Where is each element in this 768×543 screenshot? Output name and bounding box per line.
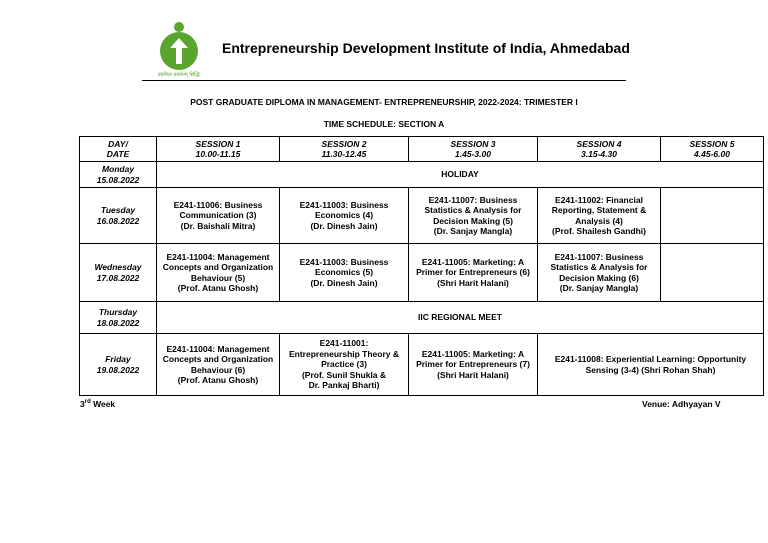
- session-4-header: SESSION 4 3.15-4.30: [538, 137, 661, 162]
- session-cell: E241-11003: Business Economics (5) (Dr. Dinesh Jain): [280, 244, 409, 302]
- timetable: [79, 136, 764, 396]
- day-cell: Friday 19.08.2022: [80, 334, 157, 396]
- session-cell-merged: E241-11008: Experiential Learning: Opportunity Sensing (3-4) (Shri Rohan Shah): [538, 334, 764, 396]
- week-label: 3rd Week: [80, 399, 116, 409]
- session-cell: E241-11005: Marketing: A Primer for Entrepreneurs (7) (Shri Harit Halani): [409, 334, 538, 396]
- table-row: [80, 302, 764, 334]
- institute-name: Entrepreneurship Development Institute of India, Ahmedabad: [222, 40, 630, 56]
- session-3-header: SESSION 3 1.45-3.00: [409, 137, 538, 162]
- session-5-header: SESSION 5 4.45-6.00: [661, 137, 764, 162]
- day-cell: Wednesday 17.08.2022: [80, 244, 157, 302]
- session-cell: E241-11003: Business Economics (4) (Dr. Dinesh Jain): [280, 188, 409, 244]
- holiday-cell: HOLIDAY: [157, 162, 764, 188]
- session-cell-empty: [661, 244, 764, 302]
- day-cell: Thursday 18.08.2022: [80, 302, 157, 334]
- session-cell: E241-11007: Business Statistics & Analysis for Decision Making (6) (Dr. Sanjay Mangla): [538, 244, 661, 302]
- table-row: [80, 188, 764, 244]
- venue-label: Venue: Adhyayan V: [642, 399, 721, 409]
- session-cell: E241-11004: Management Concepts and Organization Behaviour (6) (Prof. Atanu Ghosh): [157, 334, 280, 396]
- table-row: [80, 244, 764, 302]
- session-2-header: SESSION 2 11.30-12.45: [280, 137, 409, 162]
- program-title: POST GRADUATE DIPLOMA IN MANAGEMENT- ENTREPRENEURSHIP, 2022-2024: TRIMESTER I: [190, 97, 578, 107]
- session-cell: E241-11001: Entrepreneurship Theory & Practice (3) (Prof. Sunil Shukla & Dr. Pankaj Bharti): [280, 334, 409, 396]
- session-cell: E241-11006: Business Communication (3) (Dr. Baishali Mitra): [157, 188, 280, 244]
- session-cell: E241-11005: Marketing: A Primer for Entrepreneurs (6) (Shri Harit Halani): [409, 244, 538, 302]
- day-cell: Monday 15.08.2022: [80, 162, 157, 188]
- header-divider: [142, 80, 626, 81]
- table-row: [80, 162, 764, 188]
- session-cell-empty: [661, 188, 764, 244]
- session-cell: E241-11007: Business Statistics & Analysis for Decision Making (5) (Dr. Sanjay Mangla): [409, 188, 538, 244]
- day-date-header: DAY/ DATE: [80, 137, 157, 162]
- logo-motto: उद्यमिता प्रवर्तनम् सिद्धिः: [157, 72, 201, 78]
- session-cell: E241-11004: Management Concepts and Organization Behaviour (5) (Prof. Atanu Ghosh): [157, 244, 280, 302]
- session-1-header: SESSION 1 10.00-11.15: [157, 137, 280, 162]
- day-cell: Tuesday 16.08.2022: [80, 188, 157, 244]
- institute-logo: [150, 18, 208, 78]
- event-cell: IIC REGIONAL MEET: [157, 302, 764, 334]
- table-row: [80, 334, 764, 396]
- schedule-title: TIME SCHEDULE: SECTION A: [323, 119, 445, 129]
- session-cell: E241-11002: Financial Reporting, Statement & Analysis (4) (Prof. Shailesh Gandhi): [538, 188, 661, 244]
- table-header-row: [80, 137, 764, 162]
